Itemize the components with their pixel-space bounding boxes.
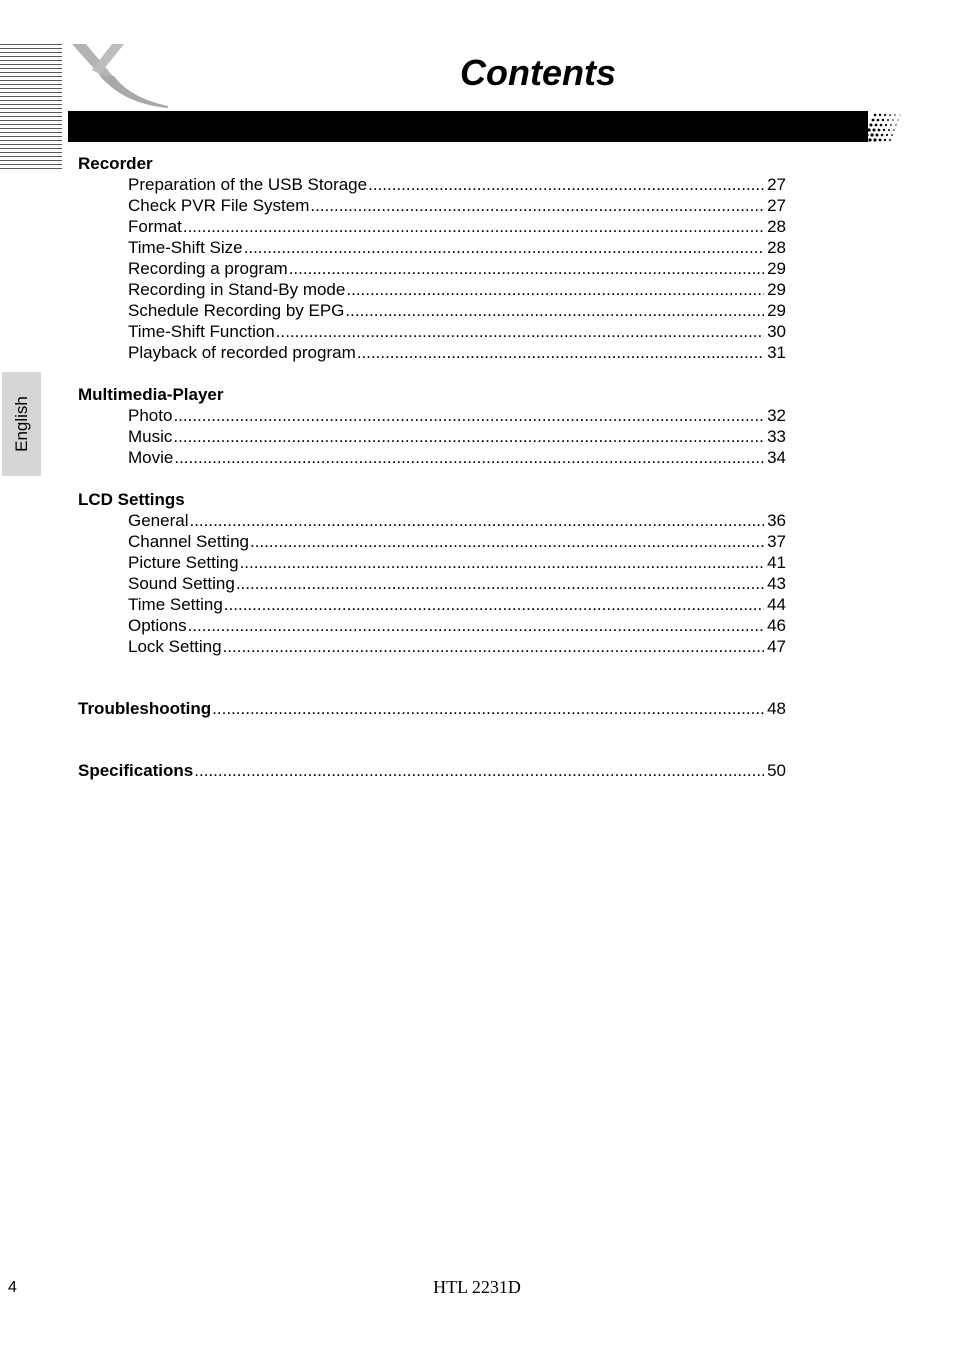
toc-entry-page: 27 bbox=[767, 196, 786, 215]
toc-entry-page: 37 bbox=[767, 532, 786, 551]
toc-entry-label: Troubleshooting bbox=[78, 699, 212, 718]
toc-entry[interactable] bbox=[78, 321, 786, 342]
page-number: 4 bbox=[8, 1279, 17, 1296]
dot-leader bbox=[244, 237, 764, 258]
toc-entry-label: Recording in Stand-By mode bbox=[128, 280, 346, 299]
toc-entry-page: 28 bbox=[767, 238, 786, 257]
toc-entry-label: Time-Shift Size bbox=[128, 238, 243, 257]
toc-entry-label: Check PVR File System bbox=[128, 196, 310, 215]
dot-leader bbox=[236, 573, 764, 594]
toc-entry[interactable] bbox=[78, 636, 786, 657]
dot-leader bbox=[223, 636, 765, 657]
dot-leader bbox=[189, 510, 764, 531]
toc-entry[interactable] bbox=[78, 279, 786, 300]
language-tab bbox=[2, 372, 41, 476]
toc-entry[interactable] bbox=[78, 426, 786, 447]
toc-entry-label: Photo bbox=[128, 406, 173, 425]
toc-entry[interactable] bbox=[78, 300, 786, 321]
toc-entry[interactable] bbox=[78, 237, 786, 258]
toc-entry-page: 46 bbox=[767, 616, 786, 635]
toc-entry[interactable] bbox=[78, 594, 786, 615]
page-title: Contents bbox=[460, 52, 616, 93]
dot-leader bbox=[194, 760, 764, 781]
dot-leader bbox=[183, 216, 764, 237]
section-heading-lcd: LCD Settings bbox=[78, 490, 185, 509]
toc-entry-label: Schedule Recording by EPG bbox=[128, 301, 345, 320]
dot-leader bbox=[289, 258, 764, 279]
toc-entry-label: General bbox=[128, 511, 189, 530]
dot-leader bbox=[310, 195, 764, 216]
toc-entry-page: 29 bbox=[767, 301, 786, 320]
table-of-contents bbox=[78, 153, 786, 781]
toc-entry-label: Lock Setting bbox=[128, 637, 222, 656]
section-heading-multimedia: Multimedia-Player bbox=[78, 385, 224, 404]
toc-entry-page: 48 bbox=[767, 699, 786, 718]
toc-entry-page: 50 bbox=[767, 761, 786, 780]
dot-leader bbox=[188, 615, 764, 636]
toc-entry-label: Playback of recorded program bbox=[128, 343, 356, 362]
dot-leader bbox=[346, 279, 764, 300]
toc-entry-label: Sound Setting bbox=[128, 574, 235, 593]
dot-leader bbox=[173, 426, 764, 447]
toc-entry[interactable] bbox=[78, 405, 786, 426]
toc-entry-page: 29 bbox=[767, 259, 786, 278]
toc-entry[interactable] bbox=[78, 552, 786, 573]
toc-entry-page: 28 bbox=[767, 217, 786, 236]
toc-entry-label: Picture Setting bbox=[128, 553, 239, 572]
toc-entry-page: 43 bbox=[767, 574, 786, 593]
dot-leader bbox=[345, 300, 764, 321]
toc-entry-page: 30 bbox=[767, 322, 786, 341]
toc-entry-label: Specifications bbox=[78, 761, 194, 780]
toc-entry-label: Time-Shift Function bbox=[128, 322, 275, 341]
toc-entry-specifications[interactable] bbox=[78, 760, 786, 781]
toc-entry-label: Time Setting bbox=[128, 595, 223, 614]
dot-leader bbox=[174, 447, 764, 468]
dot-leader bbox=[240, 552, 765, 573]
toc-entry[interactable] bbox=[78, 174, 786, 195]
toc-entry-label: Options bbox=[128, 616, 187, 635]
toc-entry-label: Music bbox=[128, 427, 173, 446]
spacer bbox=[78, 719, 786, 760]
toc-entry[interactable] bbox=[78, 447, 786, 468]
toc-entry-page: 36 bbox=[767, 511, 786, 530]
toc-entry[interactable] bbox=[78, 216, 786, 237]
toc-entry-page: 32 bbox=[767, 406, 786, 425]
toc-entry[interactable] bbox=[78, 615, 786, 636]
header-bar-dots bbox=[862, 110, 904, 143]
section-heading-recorder: Recorder bbox=[78, 154, 153, 173]
toc-entry[interactable] bbox=[78, 573, 786, 594]
model-name: HTL 2231D bbox=[433, 1277, 521, 1297]
toc-entry-page: 33 bbox=[767, 427, 786, 446]
header-bar bbox=[68, 111, 868, 142]
toc-entry-page: 41 bbox=[767, 553, 786, 572]
dot-leader bbox=[250, 531, 764, 552]
toc-entry-page: 29 bbox=[767, 280, 786, 299]
toc-entry-page: 44 bbox=[767, 595, 786, 614]
toc-entry[interactable] bbox=[78, 510, 786, 531]
toc-entry-page: 34 bbox=[767, 448, 786, 467]
toc-entry-label: Recording a program bbox=[128, 259, 288, 278]
spacer bbox=[78, 363, 786, 384]
toc-entry[interactable] bbox=[78, 531, 786, 552]
toc-entry-page: 27 bbox=[767, 175, 786, 194]
toc-entry[interactable] bbox=[78, 342, 786, 363]
toc-entry-page: 47 bbox=[767, 637, 786, 656]
toc-entry-label: Preparation of the USB Storage bbox=[128, 175, 368, 194]
toc-entry-label: Format bbox=[128, 217, 182, 236]
spacer bbox=[78, 657, 786, 698]
toc-entry-page: 31 bbox=[767, 343, 786, 362]
dot-leader bbox=[224, 594, 764, 615]
dot-leader bbox=[368, 174, 764, 195]
dot-leader bbox=[357, 342, 764, 363]
toc-entry[interactable] bbox=[78, 258, 786, 279]
spacer bbox=[78, 468, 786, 489]
language-label: English bbox=[11, 396, 31, 452]
dot-leader bbox=[276, 321, 764, 342]
toc-entry-troubleshooting[interactable] bbox=[78, 698, 786, 719]
toc-entry-label: Channel Setting bbox=[128, 532, 249, 551]
dot-leader bbox=[212, 698, 764, 719]
toc-entry[interactable] bbox=[78, 195, 786, 216]
dot-leader bbox=[173, 405, 764, 426]
toc-entry-label: Movie bbox=[128, 448, 174, 467]
